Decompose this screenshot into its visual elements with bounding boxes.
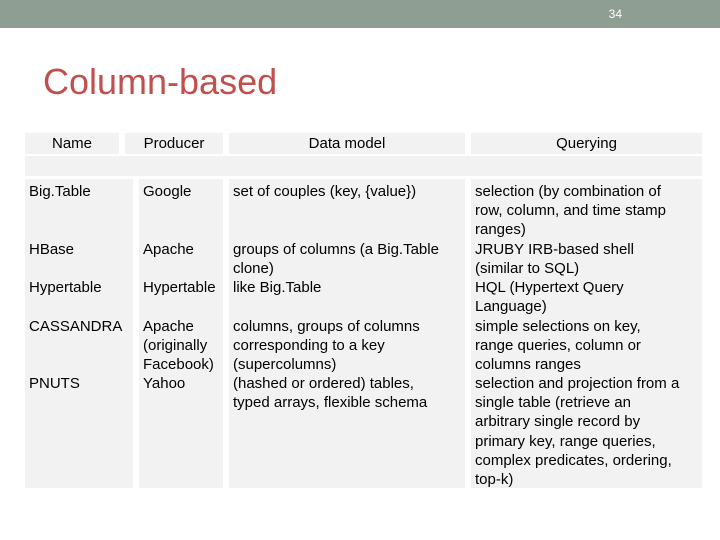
row-data-model: columns, groups of columns corresponding to a key (supercolumns) (233, 318, 420, 374)
row-data-model: groups of columns (a Big.Table clone) (233, 241, 439, 278)
row-name: HBase (29, 241, 75, 258)
header-name: Name (51, 135, 92, 152)
header-producer: Producer (143, 135, 205, 152)
slide-number: 34 (608, 7, 622, 21)
row-querying: selection (by combination of row, column, and time stamp ranges) (475, 183, 666, 239)
row-querying: HQL (Hypertext Query Language) (475, 279, 624, 316)
row-name: Hypertable (29, 279, 102, 296)
row-producer: Apache (143, 241, 194, 258)
header-querying: Querying (556, 135, 617, 152)
row-producer: Apache (originally Facebook) (143, 318, 214, 374)
slide-title: Column-based (43, 61, 278, 102)
row-data-model: (hashed or ordered) tables, typed arrays, flexible schema (233, 375, 428, 412)
row-name: CASSANDRA (29, 318, 123, 335)
row-name: Big.Table (29, 183, 91, 200)
row-name: PNUTS (29, 375, 80, 392)
row-querying: selection and projection from a single table (retrieve an arbitrary single record by primary key, range queries, complex predicates, ordering, top-k) (475, 375, 680, 489)
row-producer: Yahoo (143, 375, 186, 392)
spacer-row (25, 156, 702, 176)
row-data-model: like Big.Table (233, 279, 322, 296)
row-producer: Google (143, 183, 192, 200)
row-querying: JRUBY IRB-based shell (similar to SQL) (475, 241, 634, 278)
row-producer: Hypertable (143, 279, 216, 296)
row-data-model: set of couples (key, {value}) (233, 183, 417, 200)
header-data-model: Data model (308, 135, 386, 152)
row-querying: simple selections on key, range queries, column or columns ranges (475, 318, 641, 374)
